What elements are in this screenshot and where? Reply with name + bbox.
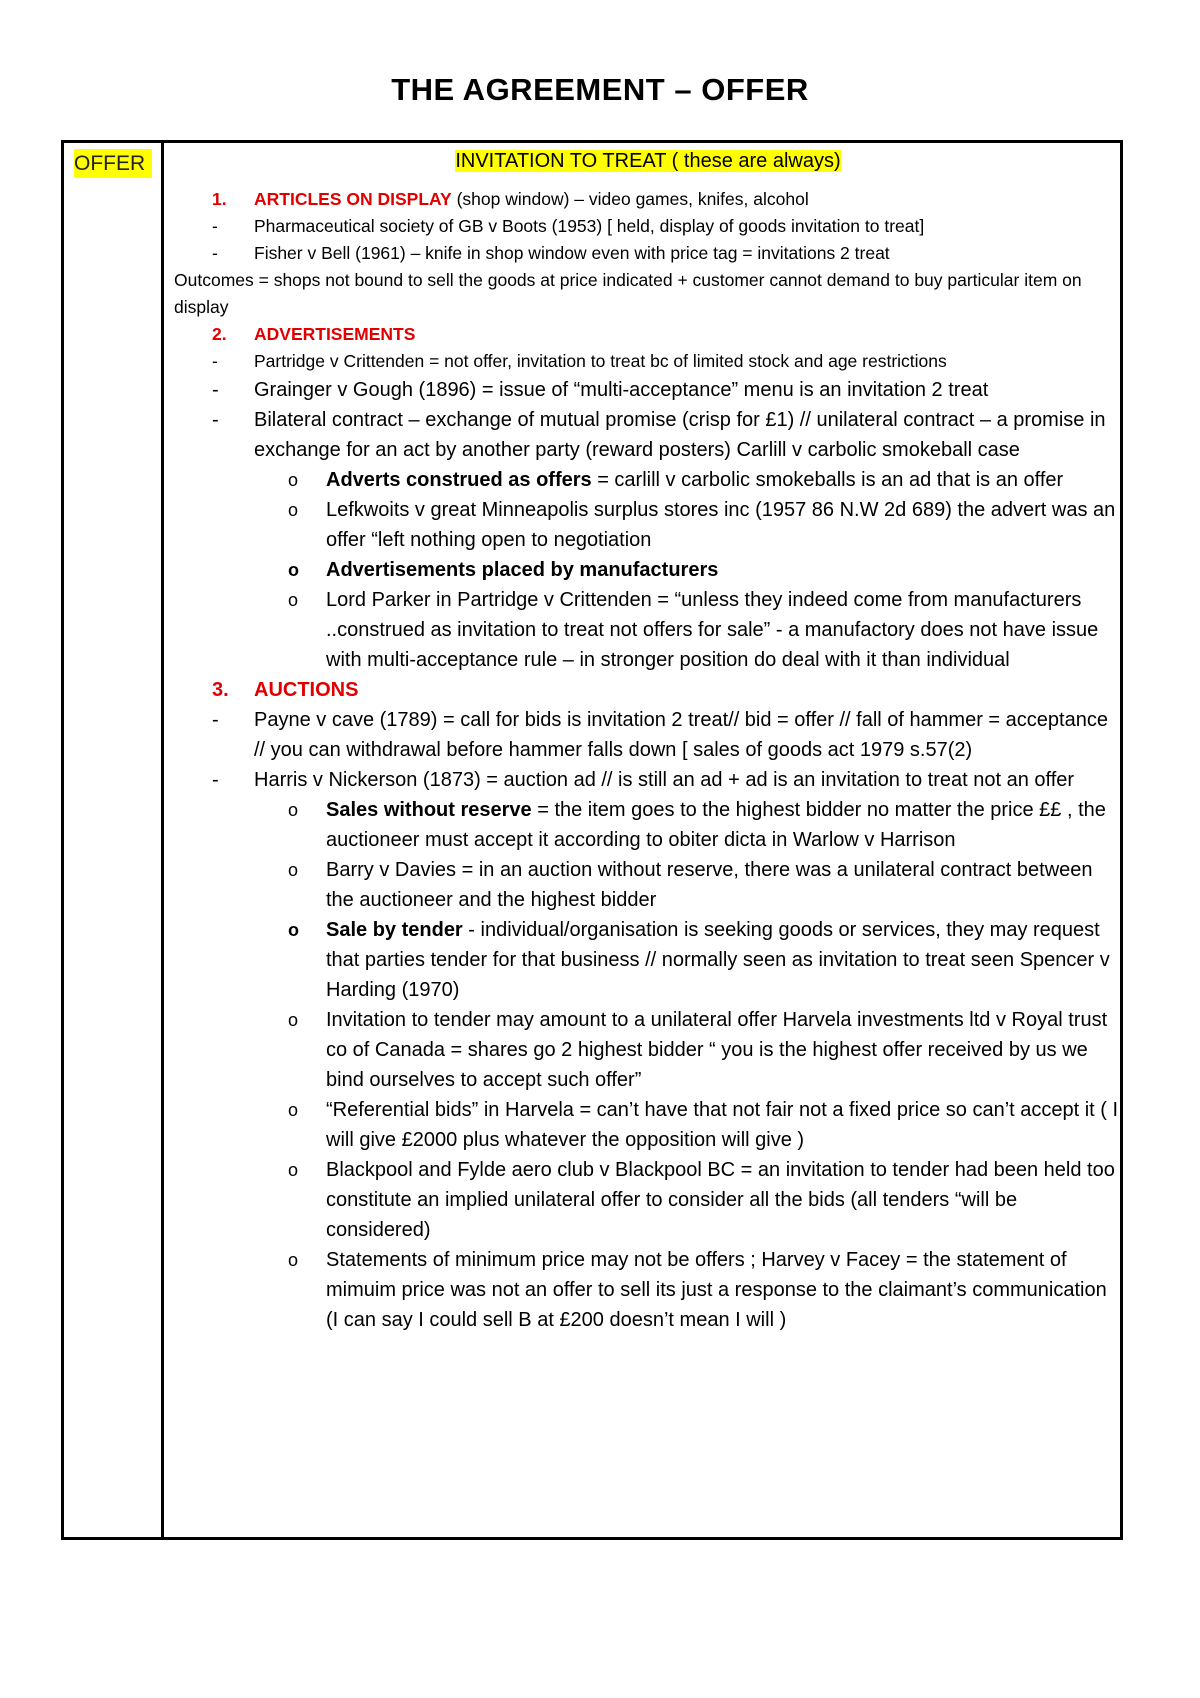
circle-bullet: o [288, 560, 299, 580]
circle-bullet: o [288, 1010, 299, 1030]
sub-list-item [176, 795, 1120, 855]
dash-bullet: - [212, 409, 219, 431]
list-item-auctions [176, 675, 1120, 705]
sub-list-item [176, 1095, 1120, 1155]
section-title-articles: ARTICLES ON DISPLAY [254, 189, 452, 209]
list-number: 3. [212, 679, 229, 701]
case-note: Blackpool and Fylde aero club v Blackpool BC = an invitation to tender had been held too constitute an implied unilateral offer to consider all the bids (all tenders “will be considered) [326, 1159, 1115, 1241]
circle-bullet: o [288, 920, 299, 940]
dash-bullet: - [212, 709, 219, 731]
list-item [176, 765, 1120, 795]
circle-bullet: o [288, 800, 299, 820]
case-note: Bilateral contract – exchange of mutual promise (crisp for £1) // unilateral contract – a promise in exchange for an act by another party (reward posters) Carlill v carbolic smokeball case [254, 409, 1106, 461]
dash-bullet: - [212, 351, 218, 371]
sub-list-item [176, 495, 1120, 555]
dash-bullet: - [212, 243, 218, 263]
page-title: THE AGREEMENT – OFFER [391, 72, 809, 107]
case-note: Pharmaceutical society of GB v Boots (1953) [ held, display of goods invitation to treat] [254, 216, 925, 236]
sub-heading: Adverts construed as offers [326, 469, 592, 491]
list-item [176, 405, 1120, 465]
circle-bullet: o [288, 1250, 299, 1270]
case-note: Lord Parker in Partridge v Crittenden = “unless they indeed come from manufacturers ..construed as invitation to treat not offers for sale” - a manufactory does not have issue with multi-acceptance rule – in stronger position do deal with it than individual [326, 589, 1099, 671]
dash-bullet: - [212, 379, 219, 401]
circle-bullet: o [288, 470, 299, 490]
case-note: = carlill v carbolic smokeballs is an ad that is an offer [591, 469, 1064, 491]
list-item [176, 705, 1120, 765]
sub-list-item [176, 855, 1120, 915]
case-note: Fisher v Bell (1961) – knife in shop window even with price tag = invitations 2 treat [254, 243, 890, 263]
list-item [176, 348, 1120, 375]
case-note: Harris v Nickerson (1873) = auction ad // is still an ad + ad is an invitation to treat not an offer [254, 769, 1075, 791]
sub-list-item [176, 915, 1120, 1005]
sub-list-item [176, 585, 1120, 675]
content-cell [164, 143, 1120, 1537]
list-number: 1. [212, 189, 227, 209]
case-note: Partridge v Crittenden = not offer, invitation to treat bc of limited stock and age restrictions [254, 351, 947, 371]
circle-bullet: o [288, 590, 299, 610]
circle-bullet: o [288, 860, 299, 880]
section-heading-line [176, 147, 1120, 179]
section-title-auctions: AUCTIONS [254, 679, 359, 701]
case-note: “Referential bids” in Harvela = can’t have that not fair not a fixed price so can’t accept it ( I will give £2000 plus whatever the opposition will give ) [326, 1099, 1119, 1151]
circle-bullet: o [288, 500, 299, 520]
list-item [176, 213, 1120, 240]
case-note: = the item goes to the highest bidder no matter the price ££ , the auctioneer must accept it according to obiter dicta in Warlow v Harrison [326, 799, 1106, 851]
list-item [176, 240, 1120, 267]
section-heading: INVITATION TO TREAT ( these are always) [455, 150, 841, 172]
case-note: Invitation to tender may amount to a unilateral offer Harvela investments ltd v Royal trust co of Canada = shares go 2 highest bidder “ you is the highest offer received by us we bind ourselves to accept such offer” [326, 1009, 1108, 1091]
case-note: Barry v Davies = in an auction without reserve, there was a unilateral contract between the auctioneer and the highest bidder [326, 859, 1093, 911]
sub-heading: Sales without reserve [326, 799, 532, 821]
sub-heading: Sale by tender [326, 919, 469, 941]
sub-list-item [176, 555, 1120, 585]
sub-list-item [176, 465, 1120, 495]
sub-heading: Advertisements placed by manufacturers [326, 559, 719, 581]
case-note: Payne v cave (1789) = call for bids is invitation 2 treat// bid = offer // fall of hammer = acceptance // you can withdrawal before hammer falls down [ sales of goods act 1979 s.57(2) [254, 709, 1108, 761]
circle-bullet: o [288, 1100, 299, 1120]
case-note: Grainger v Gough (1896) = issue of “multi-acceptance” menu is an invitation 2 treat [254, 379, 989, 401]
row-label: OFFER [74, 149, 152, 178]
list-item-advertisements [176, 321, 1120, 348]
notes-table [61, 140, 1123, 1540]
case-note: Statements of minimum price may not be offers ; Harvey v Facey = the statement of mimuim price was not an offer to sell its just a response to the claimant’s communication (I can say I could sell B at £200 doesn’t mean I will ) [326, 1249, 1107, 1331]
sub-list-item [176, 1155, 1120, 1245]
circle-bullet: o [288, 1160, 299, 1180]
dash-bullet: - [212, 216, 218, 236]
list-item-articles-on-display [176, 186, 1120, 213]
section-title-advertisements: ADVERTISEMENTS [254, 324, 416, 344]
sub-list-item [176, 1005, 1120, 1095]
section-desc: (shop window) – video games, knifes, alcohol [451, 189, 809, 209]
dash-bullet: - [212, 769, 219, 791]
case-note: Lefkwoits v great Minneapolis surplus stores inc (1957 86 N.W 2d 689) the advert was an offer “left nothing open to negotiation [326, 499, 1116, 551]
list-number: 2. [212, 324, 227, 344]
row-label-cell [64, 143, 164, 1537]
outcomes-note: Outcomes = shops not bound to sell the goods at price indicated + customer cannot demand to buy particular item on display [174, 270, 1082, 317]
sub-list-item [176, 1245, 1120, 1335]
list-item [176, 375, 1120, 405]
case-note: - individual/organisation is seeking goods or services, they may request that parties tender for that business // normally seen as invitation to treat seen Spencer v Harding (1970) [326, 919, 1110, 1001]
